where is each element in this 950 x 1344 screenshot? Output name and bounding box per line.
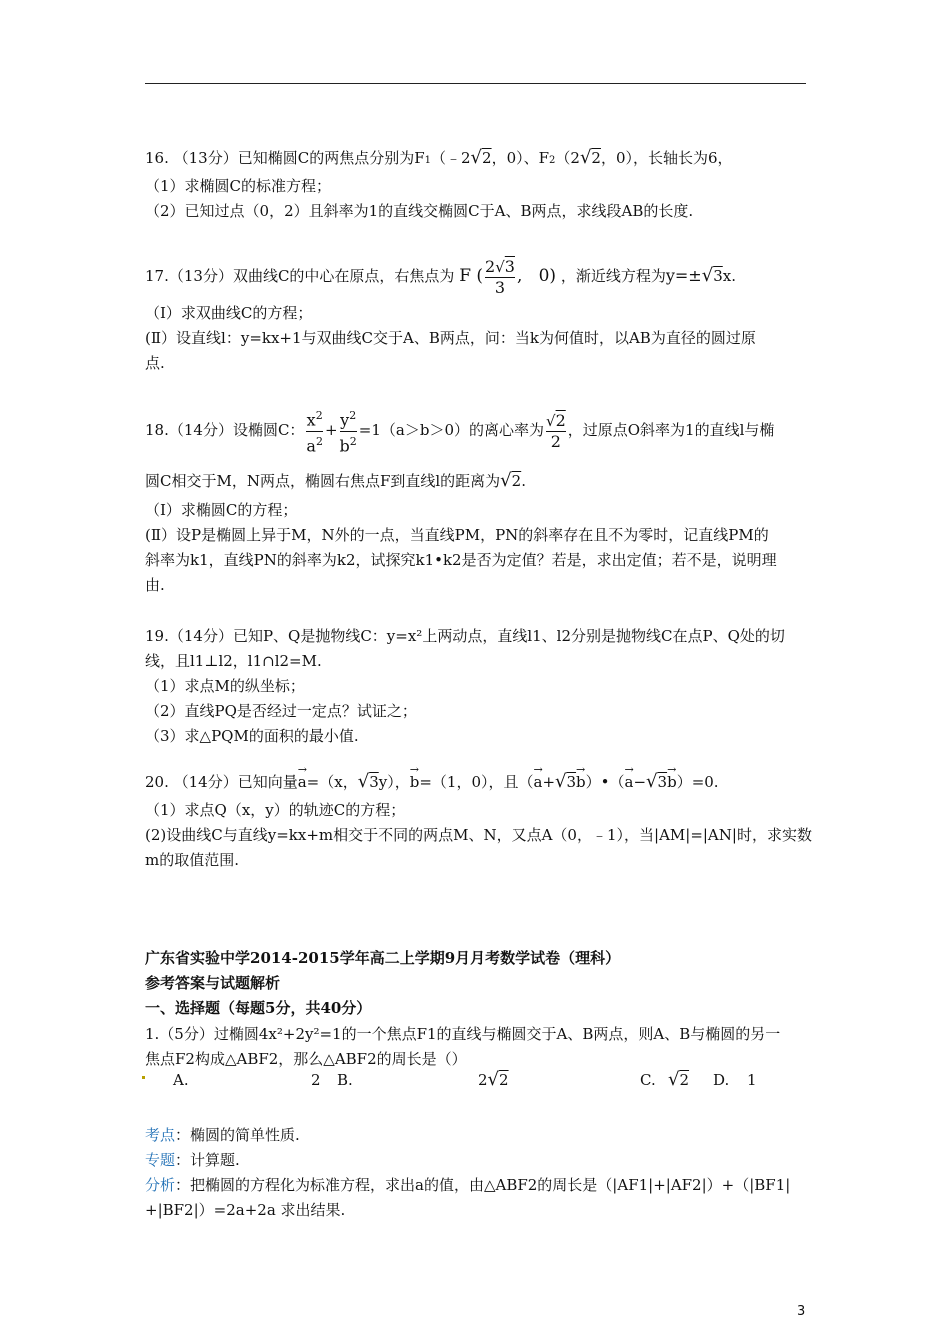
q18-text-c: ，过原点O斜率为1的直线l与椭	[567, 421, 775, 439]
marker-dot	[142, 1076, 145, 1079]
sqrt-icon: √	[701, 265, 714, 286]
q16-line2: （1）求椭圆C的标准方程；	[145, 177, 332, 195]
option-d-label: D.	[713, 1071, 730, 1089]
fenxi-line	[145, 1175, 790, 1195]
q20-text-e: ）•（	[585, 773, 625, 791]
kaodian-line	[145, 1125, 300, 1145]
answer-title: 广东省实验中学2014-2015学年高二上学期9月月考数学试卷（理科）	[145, 949, 621, 967]
q20-line3: (2)设曲线C与直线y=kx+m相交于不同的两点M、N，又点A（0，﹣1），当|AM|=|AN|时，求实数	[145, 826, 812, 844]
q16-text-c: ，0）、F	[491, 149, 550, 167]
q17-line2: （Ⅰ）求双曲线C的方程；	[145, 304, 313, 322]
q18-text-a: 18.（14分）设椭圆C：	[145, 421, 305, 439]
zhuanti-label: 专题	[145, 1151, 176, 1169]
sqrt-icon: √	[357, 771, 370, 792]
fraction: $\frac{x^2}{a^2}$	[306, 406, 323, 456]
q16-line1: 16. （13分）已知椭圆C的两焦点分别为F1（﹣2√2，0）、F2（2√2，0），长轴长为6，	[145, 147, 733, 168]
sqrt-icon: √	[579, 147, 592, 168]
q16-line3: （2）已知过点（0，2）且斜率为1的直线交椭圆C于A、B两点，求线段AB的长度.	[145, 202, 694, 220]
q19-line2: 线，且l1⊥l2，l1∩l2=M.	[145, 652, 322, 670]
q19-line4: （2）直线PQ是否经过一定点？试证之；	[145, 702, 417, 720]
sqrt-icon: √	[500, 470, 512, 491]
fenxi-line2: +|BF2|）=2a+2a 求出结果.	[145, 1201, 346, 1219]
q17-text-b: ，渐近线方程为	[560, 267, 666, 285]
vector-a: → a	[298, 772, 307, 792]
option-c-value: √2	[668, 1069, 690, 1090]
answer-subtitle: 参考答案与试题解析	[145, 974, 281, 992]
kaodian-label: 考点	[145, 1126, 176, 1144]
q17-line3: (Ⅱ）设直线l：y=kx+1与双曲线C交于A、B两点，问：当k为何值时，以AB为直径的圆过原	[145, 329, 756, 347]
q16-text-b: （﹣2	[430, 149, 471, 167]
a1-line1: 1.（5分）过椭圆4x²+2y²=1的一个焦点F1的直线与椭圆交于A、B两点，则A、B与椭圆的另一	[145, 1025, 781, 1043]
q20-line1: 20. （14分）已知向量→ a=（x，√3y），→ b=（1，0），且（→ a+√3→ b）•（→ a−√3→ b）=0.	[145, 772, 719, 792]
q17-line1: 17.（13分）双曲线C的中心在原点，右焦点为 F ( $\frac{2√3}{3}$ , 0) ，渐近线方程为y=±√3x.	[145, 252, 736, 300]
q18-line4: (Ⅱ）设P是椭圆上异于M，N外的一点，当直线PM，PN的斜率存在且不为零时，记直线PM的	[145, 526, 769, 544]
q18-line3: （Ⅰ）求椭圆C的方程；	[145, 501, 298, 519]
q17-line4: 点.	[145, 354, 165, 372]
q20-text-b: =（x，	[306, 773, 358, 791]
q18-line6: 由.	[145, 576, 165, 594]
q16-text-e: ，0），长轴长为6，	[600, 149, 733, 167]
q17-text-a: 17.（13分）双曲线C的中心在原点，右焦点为	[145, 267, 455, 285]
q20-text-f: ）=0.	[676, 773, 719, 791]
fraction: $\frac{2√3}{3}$	[485, 256, 515, 297]
option-c-label: C.	[640, 1071, 656, 1089]
sqrt-icon: √	[470, 147, 483, 168]
q18-text-d: 圆C相交于M，N两点，椭圆右焦点F到直线l的距离为	[145, 472, 501, 490]
q20-line2: （1）求点Q（x，y）的轨迹C的方程；	[145, 801, 406, 819]
option-b-label: B.	[337, 1071, 353, 1089]
q20-text-c: y），	[378, 773, 410, 791]
vector-b: → b	[410, 772, 420, 792]
page-number: 3	[797, 1304, 806, 1319]
option-b-value: 2√2	[478, 1069, 509, 1090]
q18-line1: 18.（14分）设椭圆C： $\frac{x^2}{a^2}$ + $\frac{y^2}{b^2}$ =1（a＞b＞0）的离心率为 $\frac{√2}{2}$ ，过原点O斜率为1的直线l与椭	[145, 405, 774, 455]
q19-line3: （1）求点M的纵坐标；	[145, 677, 305, 695]
zhuanti-text: ：计算题.	[175, 1151, 240, 1169]
fraction: $\frac{√2}{2}$	[546, 410, 566, 451]
zhuanti-line	[145, 1150, 240, 1170]
kaodian-text: ：椭圆的简单性质.	[175, 1126, 300, 1144]
q20-text-d: =（1，0），且（	[419, 773, 534, 791]
option-a-label: A.	[173, 1071, 189, 1089]
section-heading: 一、选择题（每题5分，共40分）	[145, 999, 372, 1017]
q20-text-a: 20. （14分）已知向量	[145, 773, 298, 791]
fraction: $\frac{y^2}{b^2}$	[340, 406, 357, 456]
q18-text-b: =1（a＞b＞0）的离心率为	[358, 421, 544, 439]
q20-line4: m的取值范围.	[145, 851, 239, 869]
fenxi-label: 分析	[145, 1176, 176, 1194]
q19-line1: 19.（14分）已知P、Q是抛物线C：y=x²上两动点，直线l1、l2分别是抛物线C在点P、Q处的切	[145, 627, 785, 645]
q16-text-a: 16. （13分）已知椭圆C的两焦点分别为F	[145, 149, 425, 167]
q18-line2: 圆C相交于M，N两点，椭圆右焦点F到直线l的距离为√2.	[145, 470, 526, 491]
header-rule	[145, 83, 806, 84]
a1-line2: 焦点F2构成△ABF2，那么△ABF2的周长是（）	[145, 1050, 467, 1068]
fenxi-text: ：把椭圆的方程化为标准方程，求出a的值，由△ABF2的周长是（|AF1|+|AF2|）+（|BF1|	[175, 1176, 791, 1194]
option-a-value: 2	[311, 1071, 321, 1089]
option-d-value: 1	[747, 1071, 757, 1089]
q18-line5: 斜率为k1，直线PN的斜率为k2，试探究k1•k2是否为定值？若是，求出定值；若不是，说明理	[145, 551, 777, 569]
q16-text-d: （2	[555, 149, 580, 167]
q19-line5: （3）求△PQM的面积的最小值.	[145, 727, 359, 745]
